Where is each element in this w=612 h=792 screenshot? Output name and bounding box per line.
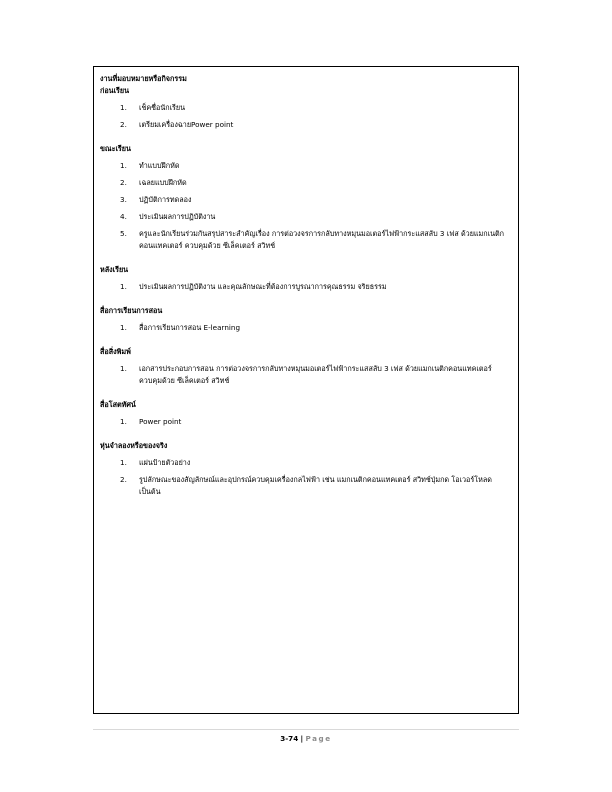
list-item-number: 5.: [120, 229, 127, 238]
list-item-number: 1.: [120, 323, 127, 332]
list-item-text: ประเมินผลการปฏิบัติงาน และคุณลักษณะที่ต้องการบูรณาการคุณธรรม จริยธรรม: [139, 282, 387, 291]
spacer: [100, 131, 510, 143]
list-item-text: รูปลักษณะของสัญลักษณ์และอุปกรณ์ควบคุมเครื่องกลไฟฟ้า เช่น แมกเนติกคอนแทคเตอร์ สวิทช์ปุ่มกด โอเวอร์โหลด เป็นต้น: [139, 475, 492, 496]
list-item: [100, 281, 510, 293]
section-heading-teaching-media: สื่อการเรียนการสอน: [100, 306, 163, 315]
page-number: 3-74: [280, 734, 299, 743]
list-item: [100, 211, 510, 223]
section-heading-after-class: หลังเรียน: [100, 265, 129, 274]
page-label: Page: [305, 734, 332, 743]
list-item-number: 1.: [120, 364, 127, 373]
list-item-text: Power point: [139, 417, 182, 426]
section-heading-audiovisual-media: สื่อโสตทัศน์: [100, 400, 136, 409]
section-heading-print-media: สื่อสิ่งพิมพ์: [100, 347, 131, 356]
spacer: [100, 387, 510, 399]
section-heading-models-real-objects: หุ่นจำลองหรือของจริง: [100, 441, 168, 450]
list-item: [100, 228, 510, 252]
list-item-text: ปฏิบัติการทดลอง: [139, 195, 192, 204]
footer-separator: |: [300, 734, 304, 743]
list-item-text: แผ่นป้ายตัวอย่าง: [139, 458, 191, 467]
list-item: [100, 102, 510, 114]
list-item: [100, 119, 510, 131]
page-footer: [0, 734, 612, 744]
list-item-text: ประเมินผลการปฏิบัติงาน: [139, 212, 216, 221]
list-item: [100, 177, 510, 189]
spacer: [100, 334, 510, 346]
list-item-text: ทำแบบฝึกหัด: [139, 161, 180, 170]
list-item: [100, 363, 510, 387]
list-item-text: เตรียมเครื่องฉายPower point: [139, 120, 234, 129]
list-item: [100, 194, 510, 206]
list-item: [100, 160, 510, 172]
list-item-number: 2.: [120, 475, 127, 484]
list-item-number: 1.: [120, 103, 127, 112]
list-item-text: สื่อการเรียนการสอน E-learning: [139, 323, 241, 332]
lesson-activity-box: [93, 66, 519, 714]
list-item-text: ครูและนักเรียนร่วมกันสรุปสาระสำคัญเรื่อง การต่อวงจรการกลับทางหมุนมอเตอร์ไฟฟ้ากระแสสลับ 3 เฟส ด้วยแมกเนติกคอนแทคเตอร์ ควบคุมด้วย ซีเล็คเตอร์ สวิทช์: [139, 229, 505, 250]
list-item: [100, 474, 510, 498]
spacer: [100, 252, 510, 264]
section-heading-assigned-work: งานที่มอบหมายหรือกิจกรรม: [100, 74, 187, 83]
list-item: [100, 322, 510, 334]
list-item-number: 4.: [120, 212, 127, 221]
list-item-number: 1.: [120, 282, 127, 291]
section-heading-before-class: ก่อนเรียน: [100, 86, 130, 95]
list-item-number: 1.: [120, 458, 127, 467]
list-item-number: 1.: [120, 161, 127, 170]
list-item-text: เฉลยแบบฝึกหัด: [139, 178, 187, 187]
list-item-text: เช็คชื่อนักเรียน: [139, 103, 186, 112]
spacer: [100, 293, 510, 305]
list-item-number: 2.: [120, 178, 127, 187]
list-item-number: 3.: [120, 195, 127, 204]
list-item-number: 1.: [120, 417, 127, 426]
list-item-text: เอกสารประกอบการสอน การต่อวงจรการกลับทางหมุนมอเตอร์ไฟฟ้ากระแสสลับ 3 เฟส ด้วยแมกเนติกคอนแทคเตอร์ ควบคุมด้วย ซีเล็คเตอร์ สวิทช์: [139, 364, 492, 385]
list-item: [100, 416, 510, 428]
list-item: [100, 457, 510, 469]
list-item-number: 2.: [120, 120, 127, 129]
spacer: [100, 428, 510, 440]
footer-divider: [93, 729, 519, 730]
section-heading-during-class: ขณะเรียน: [100, 144, 131, 153]
